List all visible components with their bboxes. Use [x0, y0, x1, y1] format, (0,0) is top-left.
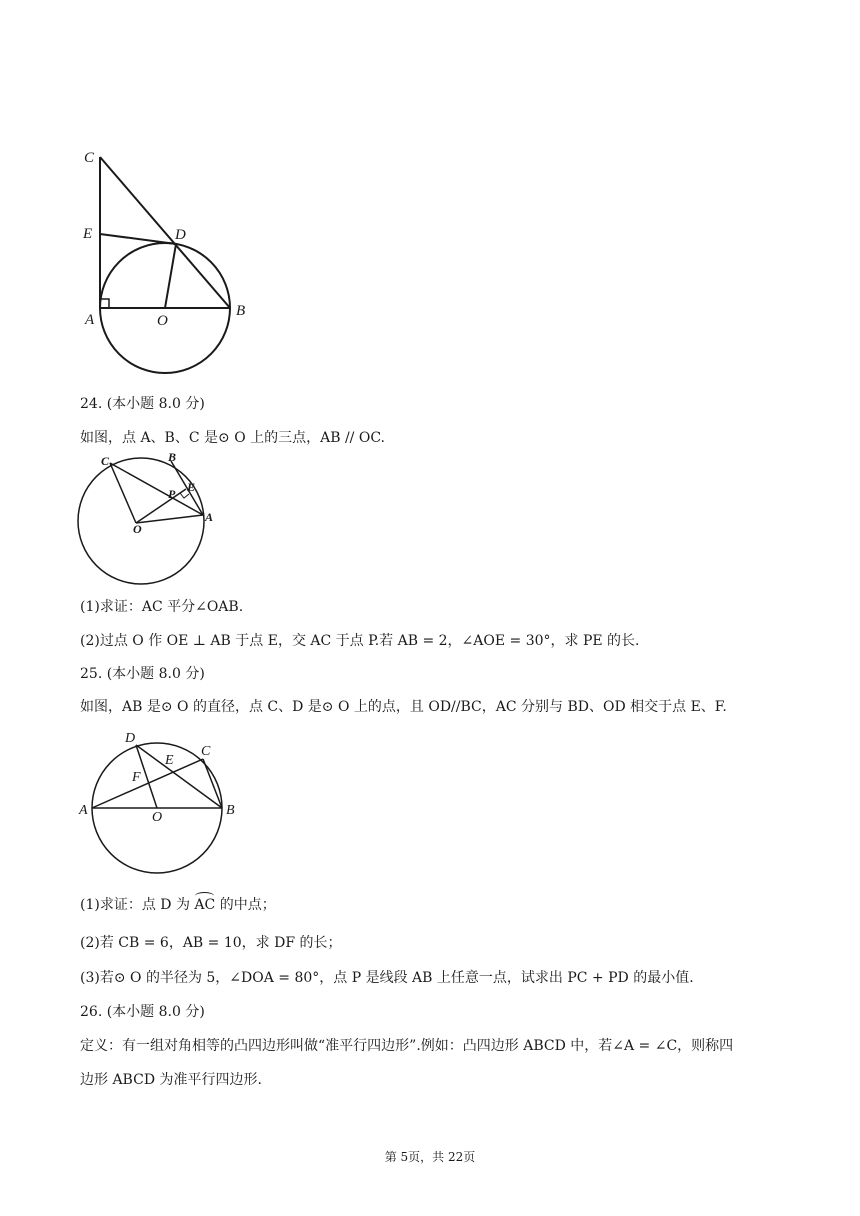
circle-o [78, 458, 204, 584]
label-f: F [132, 770, 141, 785]
segment-oc [110, 463, 136, 523]
label-a: A [205, 510, 214, 524]
label-b: B [168, 452, 177, 464]
q24-intro: 如图，点 A、B、C 是⊙ O 上的三点，AB // OC. [80, 430, 385, 446]
label-o: O [133, 522, 142, 536]
q25-part1-post: 的中点； [219, 897, 276, 913]
q24-header: 24. (本小题 8.0 分) [80, 396, 205, 412]
q25-header: 25. (本小题 8.0 分) [80, 666, 205, 682]
segment-cb [100, 157, 230, 308]
page-footer: 第 5页，共 22页 [384, 1150, 476, 1164]
q26-line2: 边形 ABCD 为准平行四边形. [80, 1072, 262, 1088]
label-d: D [125, 731, 136, 746]
q25-intro: 如图，AB 是⊙ O 的直径，点 C、D 是⊙ O 上的点，且 OD//BC，AC 分别与 BD、OD 相交于点 E、F. [80, 699, 727, 715]
q25-part2: (2)若 CB = 6，AB = 10，求 DF 的长； [80, 935, 342, 951]
q26-header: 26. (本小题 8.0 分) [80, 1004, 205, 1020]
label-c: C [201, 744, 211, 759]
label-c: C [84, 150, 95, 166]
arc-ac: AC [194, 897, 216, 913]
label-e: E [187, 480, 196, 494]
figure-tangent-circle [70, 140, 270, 380]
label-e: E [165, 753, 174, 768]
segment-ac [92, 759, 203, 808]
q25-part1 [80, 895, 276, 915]
label-o: O [157, 313, 168, 329]
label-a: A [85, 312, 95, 328]
label-a: A [79, 803, 88, 818]
segment-od [165, 244, 176, 308]
label-b: B [226, 803, 235, 818]
q24-part2: (2)过点 O 作 OE ⊥ AB 于点 E，交 AC 于点 P.若 AB = 2，∠AOE = 30°，求 PE 的长. [80, 633, 640, 649]
label-c: C [101, 454, 110, 468]
q26-line1: 定义：有一组对角相等的凸四边形叫做“准平行四边形”.例如：凸四边形 ABCD 中，若∠A = ∠C，则称四 [80, 1038, 734, 1054]
q25-part3: (3)若⊙ O 的半径为 5，∠DOA = 80°，点 P 是线段 AB 上任意一点，试求出 PC + PD 的最小值. [80, 970, 694, 986]
label-o: O [152, 810, 163, 825]
label-p: P [168, 487, 176, 501]
figure-q24 [74, 452, 224, 587]
q24-part1: (1)求证：AC 平分∠OAB. [80, 599, 244, 615]
q25-part1-pre: (1)求证：点 D 为 [80, 897, 190, 913]
label-e: E [83, 226, 93, 242]
figure-q25 [74, 726, 244, 876]
segment-ed [100, 234, 176, 244]
label-d: D [175, 227, 186, 243]
label-b: B [236, 303, 246, 319]
